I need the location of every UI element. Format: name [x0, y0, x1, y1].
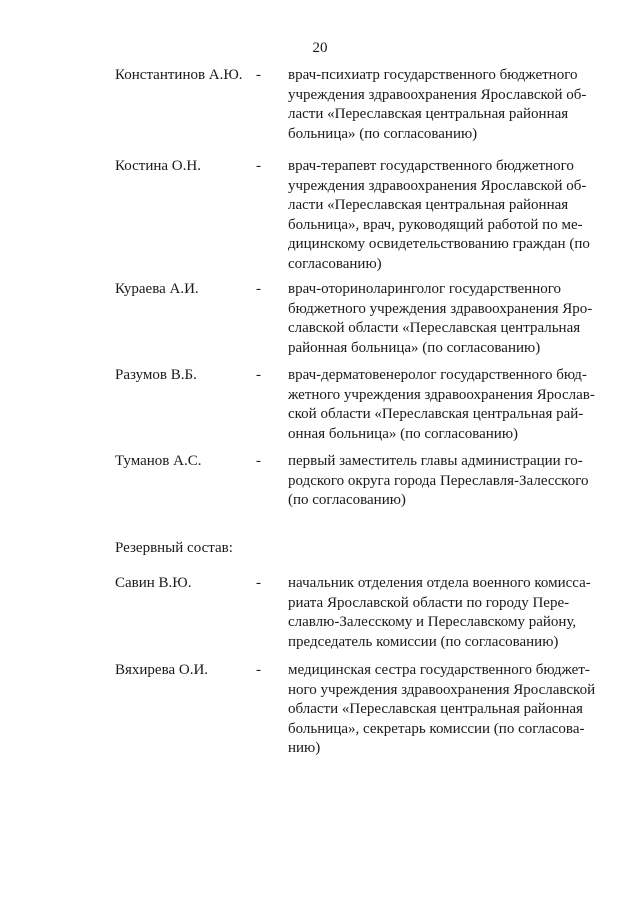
member-description: врач-терапевт государственного бюджетного учреждения здравоохранения Ярославской об- ласти «Переславская центральная районная больница», врач, руководящий работой по ме- дицинскому освидетельствованию граждан (по согласованию)	[288, 158, 590, 272]
member-description: первый заместитель главы администрации го- родского округа города Переславля-Залесского (по согласованию)	[288, 453, 589, 508]
member-name: Савин В.Ю.	[115, 575, 192, 591]
member-description: врач-дерматовенеролог государственного бюд- жетного учреждения здравоохранения Ярослав- ской области «Переславская центральная рай- онная больница» (по согласованию)	[288, 367, 595, 442]
member-dash: -	[256, 453, 261, 469]
reserve-heading: Резервный состав:	[115, 540, 233, 556]
member-name: Разумов В.Б.	[115, 367, 197, 383]
member-name: Туманов А.С.	[115, 453, 202, 469]
member-name: Костина О.Н.	[115, 158, 201, 174]
member-dash: -	[256, 367, 261, 383]
member-dash: -	[256, 67, 261, 83]
member-description: врач-оториноларинголог государственного бюджетного учреждения здравоохранения Яро- славской области «Переславская центральная районная больница» (по согласованию)	[288, 281, 593, 356]
member-name: Кураева А.И.	[115, 281, 199, 297]
member-name: Вяхирева О.И.	[115, 662, 209, 678]
member-dash: -	[256, 281, 261, 297]
page-number: 20	[312, 40, 328, 56]
member-description: медицинская сестра государственного бюджет- ного учреждения здравоохранения Ярославской области «Переславская центральная районная больница», секретарь комиссии (по согласова- нию)	[288, 662, 596, 756]
member-dash: -	[256, 158, 261, 174]
member-name: Константинов А.Ю.	[115, 67, 243, 83]
member-description: врач-психиатр государственного бюджетного учреждения здравоохранения Ярославской об- ласти «Переславская центральная районная больница» (по согласованию)	[288, 67, 587, 142]
member-description: начальник отделения отдела военного комисса- риата Ярославской области по городу Пере- славлю-Залесскому и Переславскому району, председатель комиссии (по согласованию)	[288, 575, 591, 650]
member-dash: -	[256, 662, 261, 678]
member-dash: -	[256, 575, 261, 591]
